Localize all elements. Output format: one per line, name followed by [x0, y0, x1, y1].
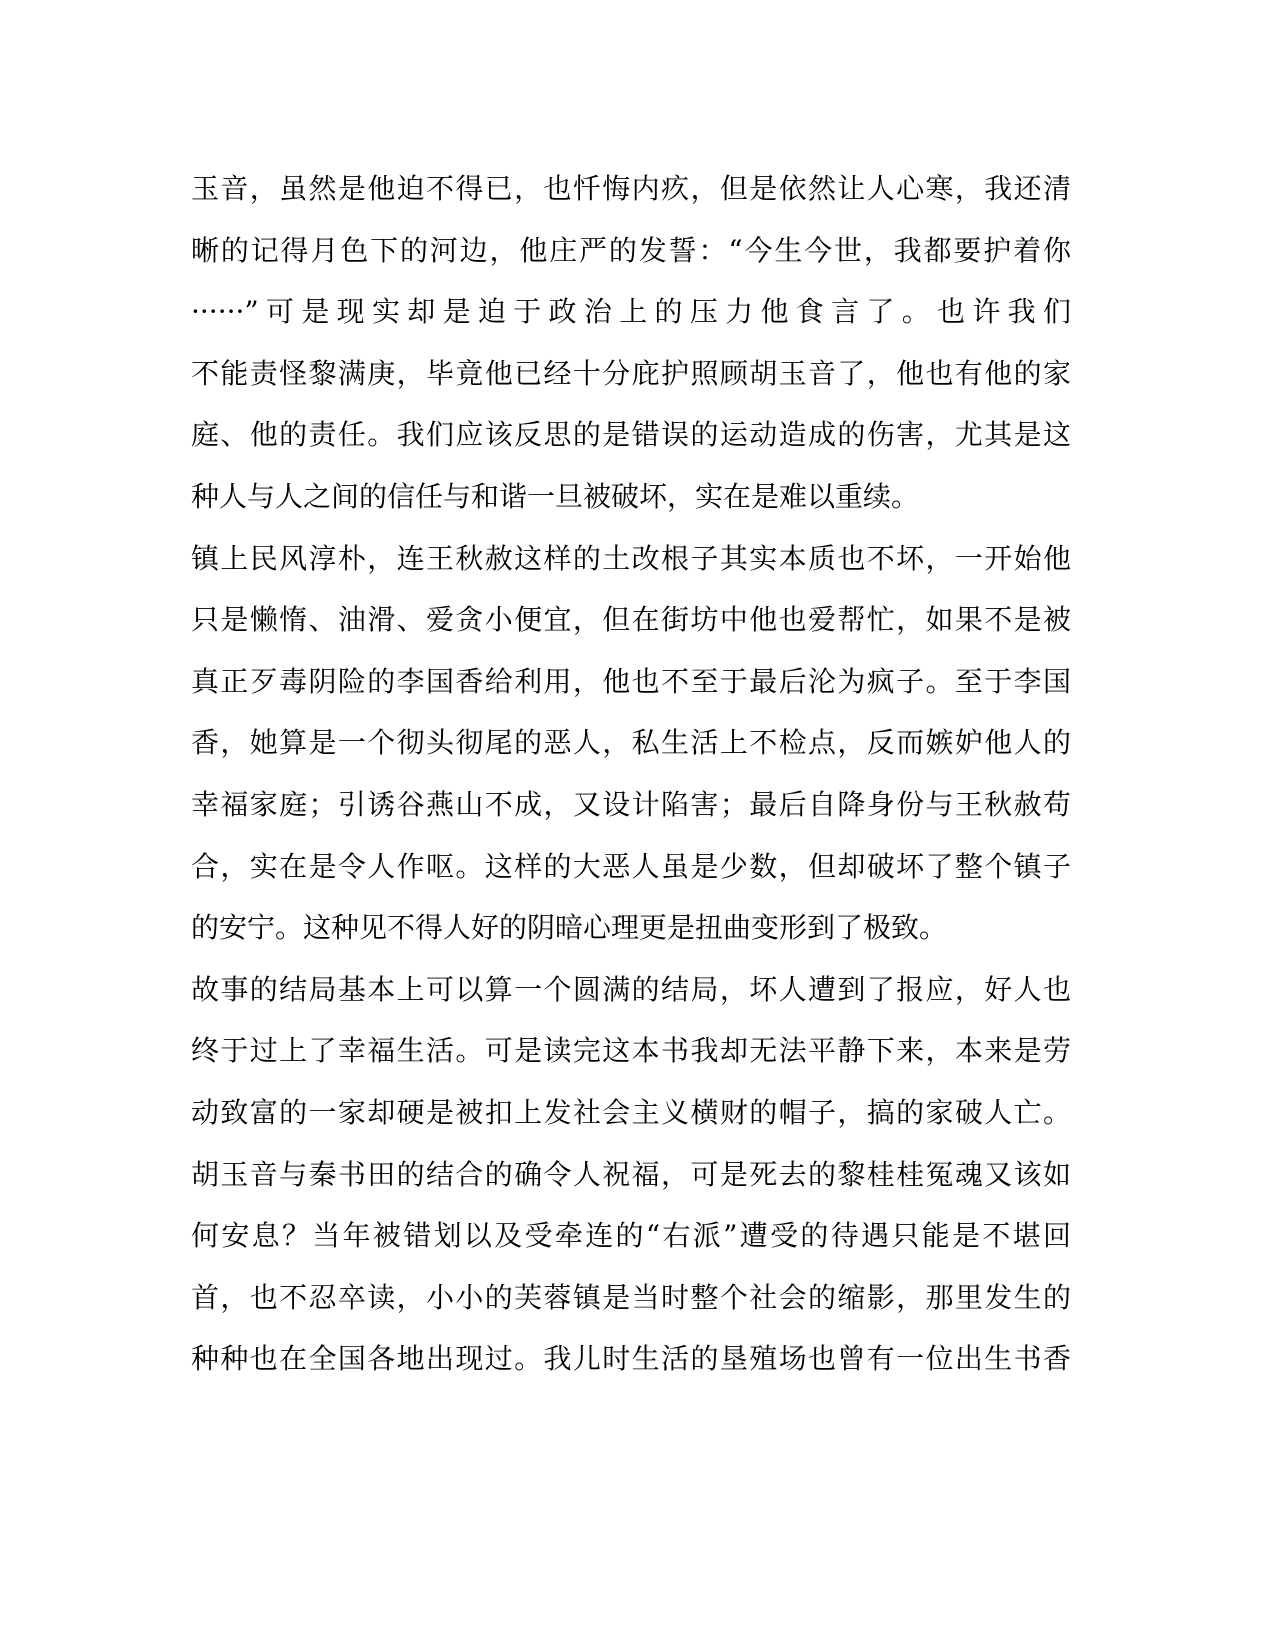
- text-line: 镇上民风淳朴，连王秋赦这样的土改根子其实本质也不坏，一开始他: [191, 541, 1071, 575]
- text-line: 故事的结局基本上可以算一个圆满的结局，坏人遭到了报应，好人也: [191, 972, 1071, 1006]
- body-text: [191, 158, 1071, 1390]
- text-line: 香，她算是一个彻头彻尾的恶人，私生活上不检点，反而嫉妒他人的: [191, 726, 1071, 760]
- text-line: 胡玉音与秦书田的结合的确令人祝福，可是死去的黎桂桂冤魂又该如: [191, 1157, 1071, 1191]
- text-line: 终于过上了幸福生活。可是读完这本书我却无法平静下来，本来是劳: [191, 1034, 1071, 1068]
- text-line: 合，实在是令人作呕。这样的大恶人虽是少数，但却破坏了整个镇子: [191, 849, 1071, 883]
- text-line: 动致富的一家却硬是被扣上发社会主义横财的帽子，搞的家破人亡。: [191, 1095, 1071, 1129]
- text-line: 的安宁。这种见不得人好的阴暗心理更是扭曲变形到了极致。: [191, 911, 948, 945]
- text-line: 种人与人之间的信任与和谐一旦被破坏，实在是难以重续。: [191, 479, 920, 513]
- text-line: 不能责怪黎满庚，毕竟他已经十分庇护照顾胡玉音了，他也有他的家: [191, 356, 1071, 390]
- text-line: 何安息？当年被错划以及受牵连的“右派”遭受的待遇只能是不堪回: [191, 1219, 1071, 1253]
- text-line: 真正歹毒阴险的李国香给利用，他也不至于最后沦为疯子。至于李国: [191, 664, 1071, 698]
- text-line: 晰的记得月色下的河边，他庄严的发誓：“今生今世，我都要护着你: [191, 233, 1071, 267]
- text-line: 玉音，虽然是他迫不得已，也忏悔内疚，但是依然让人心寒，我还清: [191, 172, 1071, 205]
- text-line: 种种也在全国各地出现过。我儿时生活的垦殖场也曾有一位出生书香: [191, 1342, 1071, 1376]
- text-line: 首，也不忍卒读，小小的芙蓉镇是当时整个社会的缩影，那里发生的: [191, 1280, 1071, 1314]
- text-line: 只是懒惰、油滑、爱贪小便宜，但在街坊中他也爱帮忙，如果不是被: [191, 603, 1071, 637]
- text-line: 幸福家庭；引诱谷燕山不成，又设计陷害；最后自降身份与王秋赦苟: [191, 787, 1071, 821]
- text-line: 庭、他的责任。我们应该反思的是错误的运动造成的伤害，尤其是这: [191, 418, 1071, 452]
- text-line: ······”可是现实却是迫于政治上的压力他食言了。也许我们: [191, 295, 1071, 329]
